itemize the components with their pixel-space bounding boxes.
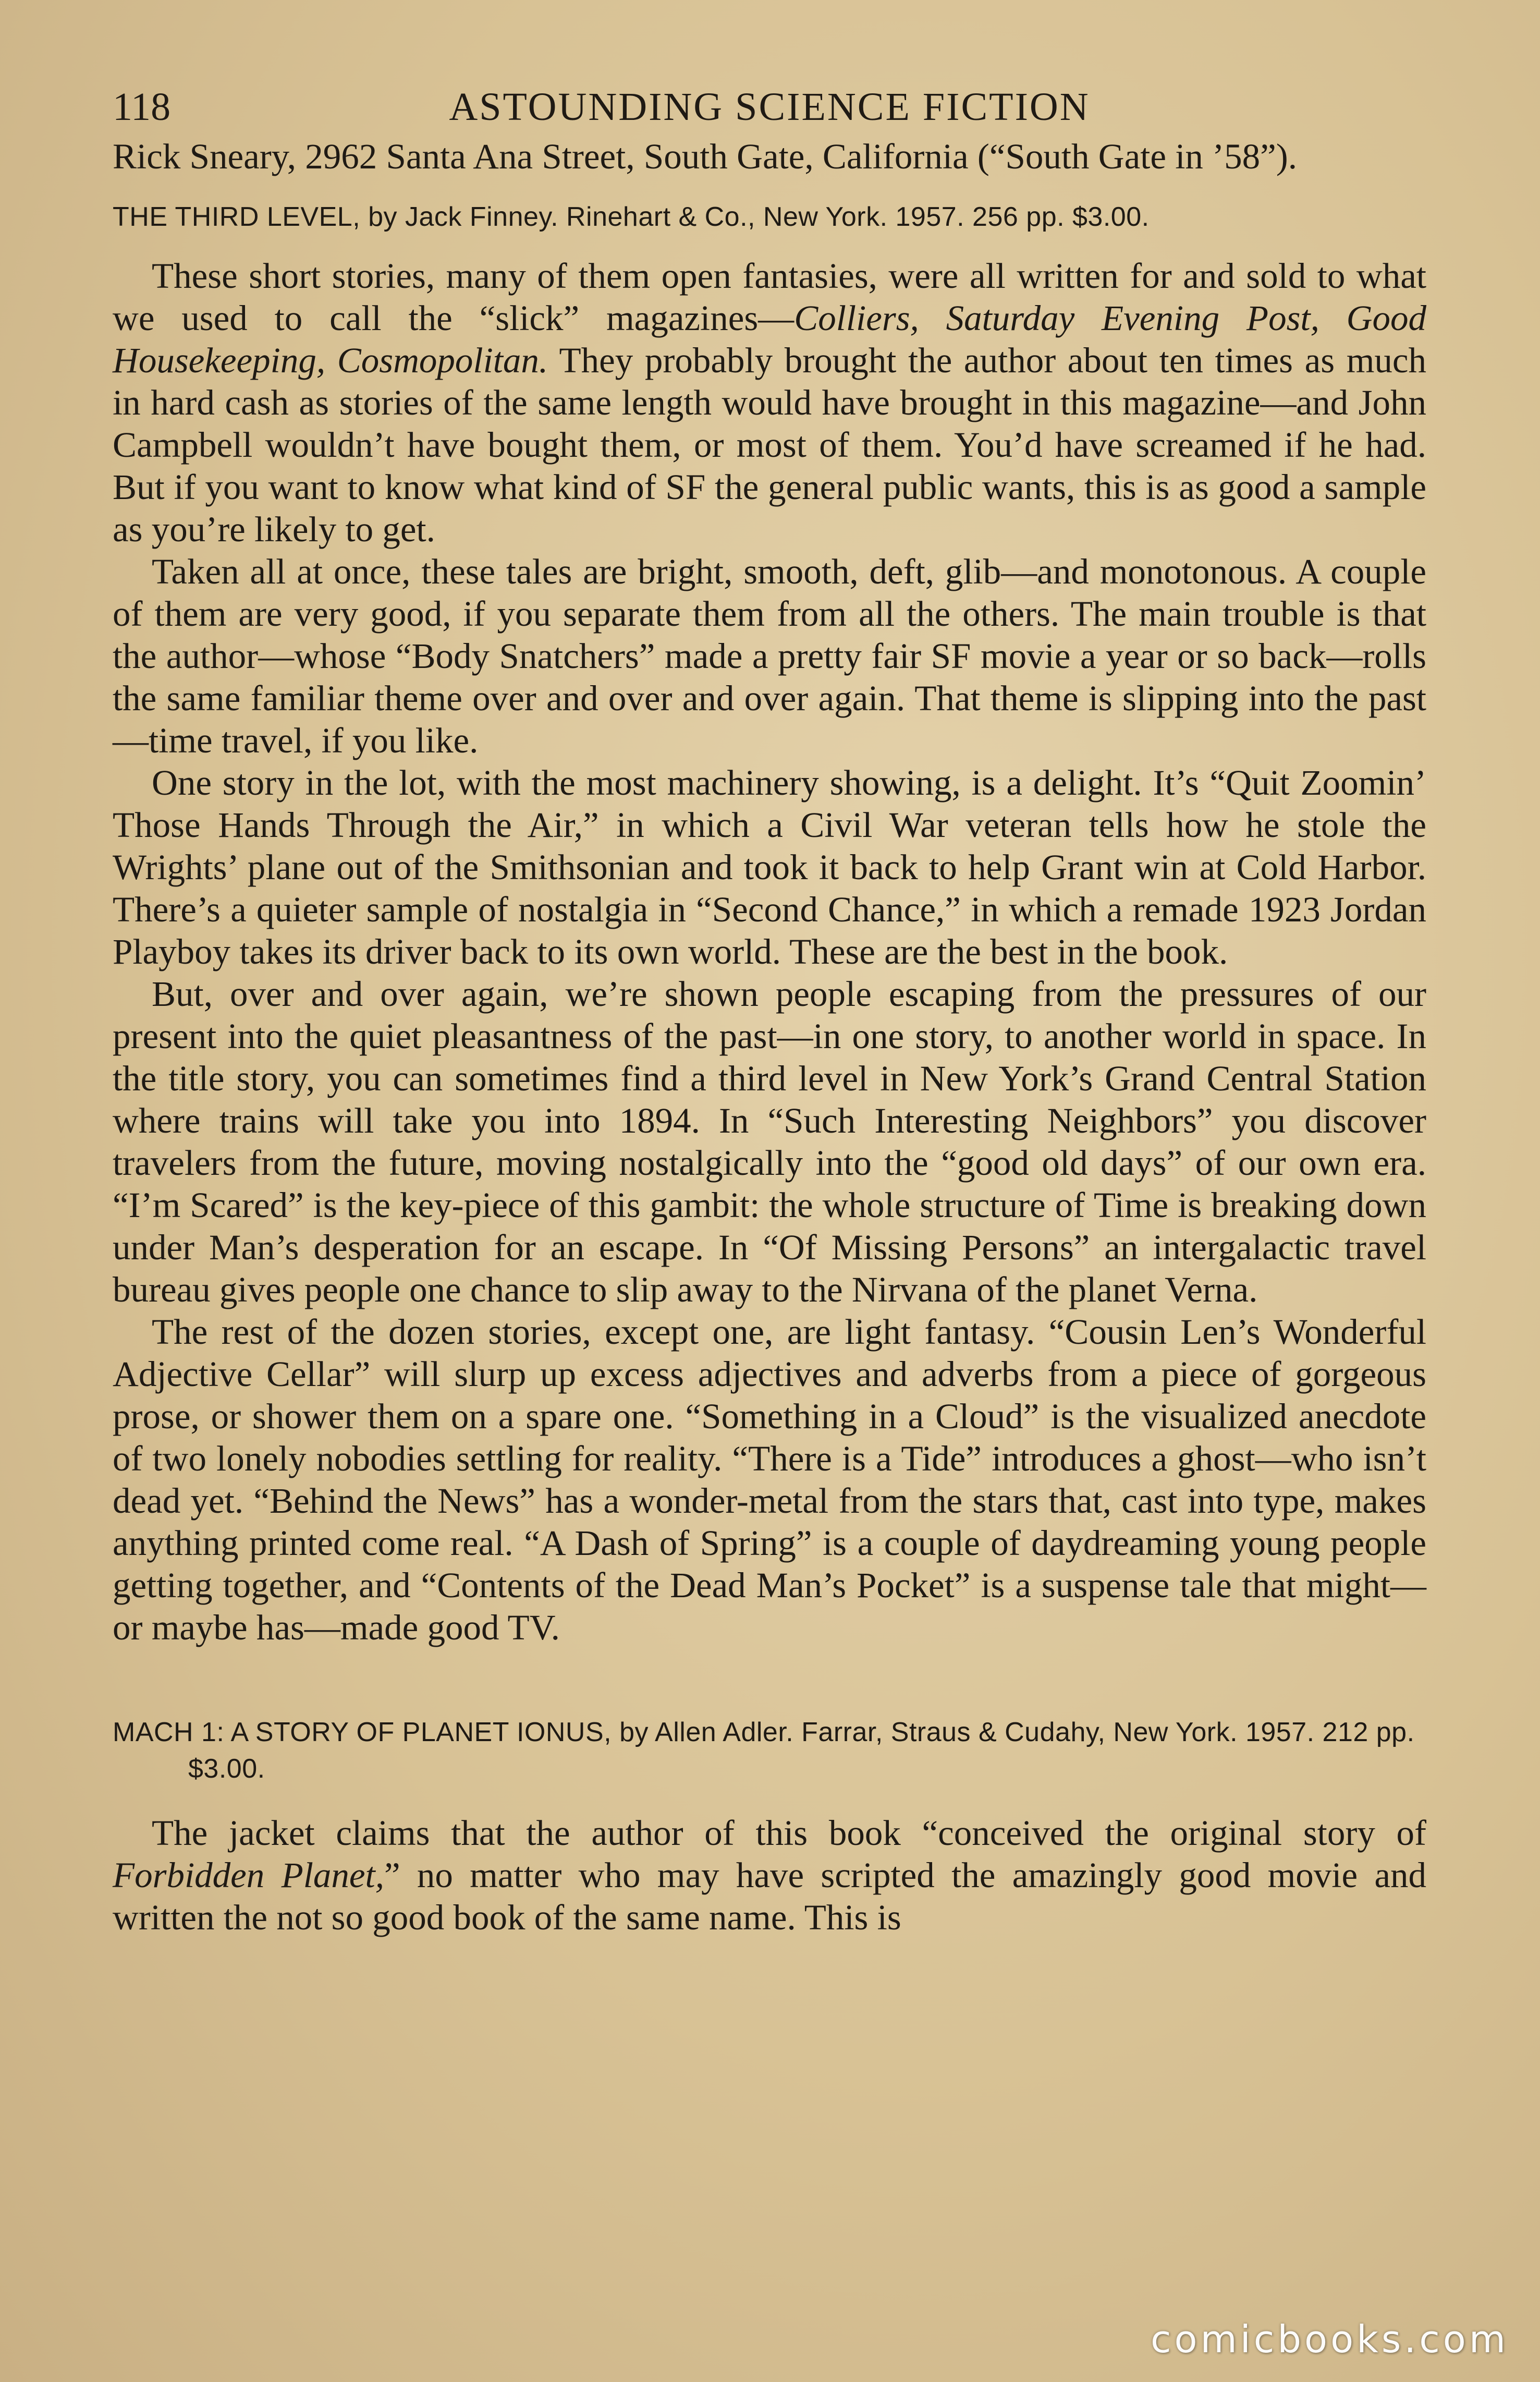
italic-magazine-names: Colliers, Saturday Evening Post, Good Housekeeping, Cosmopolitan. [113, 298, 1426, 380]
review-heading-third-level [113, 199, 1426, 235]
text-run: ” no matter who may have scripted the amazingly good movie and written the not so good book of the same name. This is [113, 1855, 1426, 1937]
book-details: by Jack Finney. Rinehart & Co., New York. 1957. 256 pp. $3.00. [368, 202, 1150, 232]
text-run: They probably brought the author about ten times as much in hard cash as stories of the same length would have brought in this magazine—and John Campbell wouldn’t have bought them, or most of them. You’d have screamed if he had. But if you want to know what kind of SF the general public wants, this is as good a sample as you’re likely to get. [113, 341, 1426, 549]
page-number: 118 [113, 85, 171, 129]
body-paragraph [113, 255, 1426, 551]
book-details: by Allen Adler. Farrar, Straus & Cudahy, New York. 1957. 212 pp. $3.00. [188, 1717, 1415, 1784]
body-paragraph: But, over and over again, we’re shown people escaping from the pressures of our present into the quiet pleasantness of the past—in one story, to another world in space. In the title story, you can sometimes find a third level in New York’s Grand Central Station where trains will take you into 1894. In “Such Interesting Neighbors” you discover travelers from the future, moving nostalgically into the “good old days” of our own era. “I’m Scared” is the key-piece of this gambit: the whole structure of Time is breaking down under Man’s desperation for an escape. In “Of Missing Persons” an intergalactic travel bureau gives people one chance to slip away to the Nirvana of the planet Verna. [113, 974, 1426, 1309]
body-paragraph: The rest of the dozen stories, except one, are light fantasy. “Cousin Len’s Wonderful Adjective Cellar” will slurp up excess adjectives and adverbs from a piece of gorgeous prose, or shower them on a spare one. “Something in a Cloud” is the visualized anecdote of two lonely nobodies settling for reality. “There is a Tide” introduces a ghost—who isn’t dead yet. “Behind the News” has a wonder-metal from the stars that, cast into type, makes anything printed come real. “A Dash of Spring” is a couple of daydreaming young people getting together, and “Contents of the Dead Man’s Pocket” is a suspense tale that might—or maybe has—made good TV. [113, 1312, 1426, 1647]
book-title: THE THIRD LEVEL, [113, 202, 361, 232]
text-run: The jacket claims that the author of this book “conceived the original story of [152, 1813, 1426, 1853]
magazine-page [113, 78, 1426, 2336]
watermark: comicbooks.com [1150, 2317, 1509, 2361]
italic-book-title: Forbidden Planet, [113, 1855, 384, 1895]
running-head [113, 78, 1426, 136]
body-paragraph: One story in the lot, with the most machinery showing, is a delight. It’s “Quit Zoomin’ Those Hands Through the Air,” in which a Civil War veteran tells how he stole the Wrights’ plane out of the Smithsonian and took it back to help Grant win at Cold Harbor. There’s a quieter sample of nostalgia in “Second Chance,” in which a remade 1923 Jordan Playboy takes its driver back to its own world. These are the best in the book. [113, 763, 1426, 971]
book-title: MACH 1: A STORY OF PLANET IONUS, [113, 1717, 612, 1747]
text-run: These short stories, many of them open fantasies, were all written for and sold to what we used to call the “slick” magazines— [113, 256, 1426, 338]
intro-paragraph: Rick Sneary, 2962 Santa Ana Street, South Gate, California (“South Gate in ’58”). [113, 137, 1298, 176]
review-heading-mach-1 [113, 1714, 1426, 1787]
body-paragraph [113, 1812, 1426, 1939]
body-paragraph: Taken all at once, these tales are bright, smooth, deft, glib—and monotonous. A couple of them are very good, if you separate them from all the others. The main trouble is that the author—whose “Body Snatchers” made a pretty fair SF movie a year or so back—rolls the same familiar theme over and over and over again. That theme is slipping into the past—time travel, if you like. [113, 552, 1426, 760]
journal-title: ASTOUNDING SCIENCE FICTION [449, 85, 1090, 129]
